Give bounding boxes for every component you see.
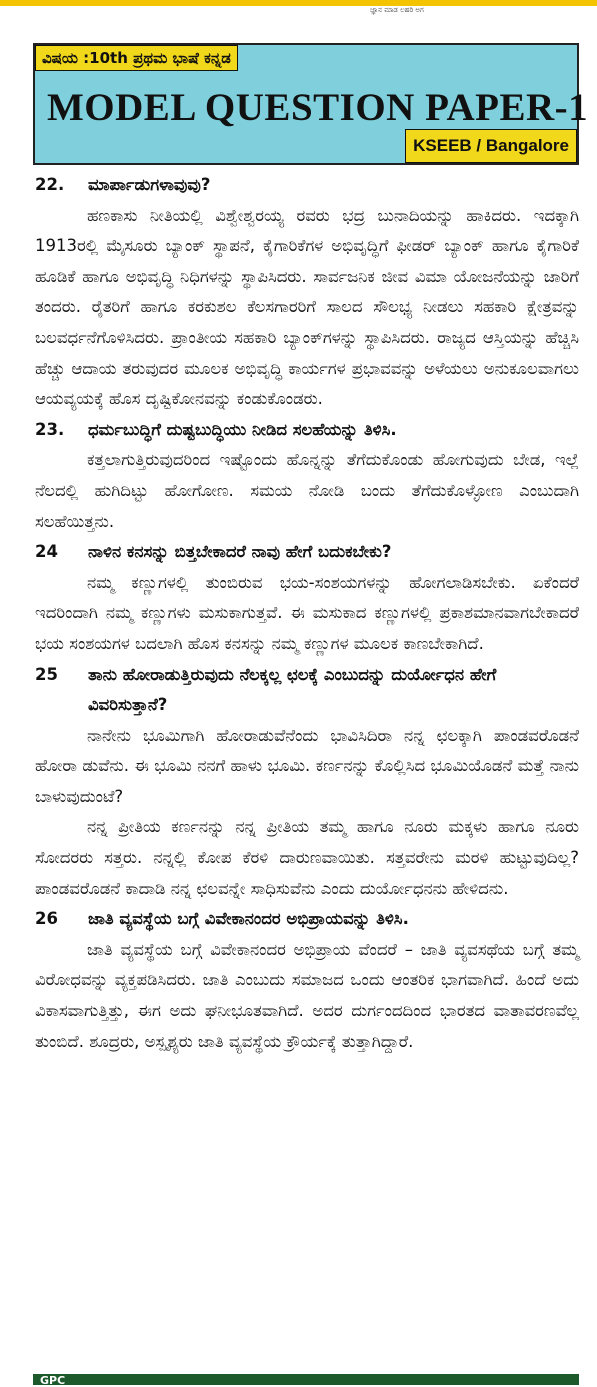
- paper-header: [33, 43, 589, 165]
- question-heading: [35, 660, 579, 721]
- question-number: 26: [35, 909, 58, 929]
- question-text: ತಾನು ಹೋರಾಡುತ್ತಿರುವುದು ನೆಲಕ್ಕಲ್ಲ ಛಲಕ್ಕೆ ಎಂಬುದನ್ನು ದುರ್ಯೋಧನ ಹೇಗೆ ವಿವರಿಸುತ್ತಾನೆ?: [88, 664, 497, 715]
- top-accent-bar: [0, 0, 597, 6]
- question-number: 23.: [35, 419, 65, 439]
- question-text: ಜಾತಿ ವ್ಯವಸ್ಥೆಯ ಬಗ್ಗೆ ವಿವೇಕಾನಂದರ ಅಭಿಪ್ರಾಯವನ್ನು ತಿಳಿಸಿ.: [88, 909, 409, 929]
- paper-title: MODEL QUESTION PAPER-1: [47, 86, 589, 129]
- top-note: ಜ್ಞಾನ ಮಾಡ ಲಹರಿ ಅಗ: [370, 6, 424, 14]
- question-heading: [35, 904, 579, 935]
- answer-paragraph: ನಾನೇನು ಭೂಮಿಗಾಗಿ ಹೋರಾಡುವೆನೆಂದು ಭಾವಿಸಿದಿರಾ ನನ್ನ ಛಲಕ್ಕಾಗಿ ಪಾಂಡವರೊಡನೆ ಹೋರಾ ಡುವೆನು. ಈ ಭೂಮಿ ನನಗೆ ಹಾಳು ಭೂಮಿ. ಕರ್ಣನನ್ನು ಕೊಲ್ಲಿಸಿದ ಭೂಮಿಯೊಡನೆ ಮತ್ತೆ ನಾನು ಬಾಳುವುದುಂಟೆ?: [35, 725, 579, 806]
- answer-paragraph: ನಮ್ಮ ಕಣ್ಣುಗಳಲ್ಲಿ ತುಂಬಿರುವ ಭಯ-ಸಂಶಯಗಳನ್ನು ಹೋಗಲಾಡಿಸಬೇಕು. ಏಕೆಂದರೆ ಇದರಿಂದಾಗಿ ನಮ್ಮ ಕಣ್ಣುಗಳು ಮಸುಕಾಗುತ್ತವೆ. ಈ ಮಸುಕಾದ ಕಣ್ಣುಗಳಲ್ಲಿ ಪ್ರಕಾಶಮಾನವಾಗಬೇಕಾದರೆ ಭಯ ಸಂಶಯಗಳ ಬದಲಾಗಿ ಹೊಸ ಕನಸನ್ನು ನಮ್ಮ ಕಣ್ಣುಗಳ ಮೂಲಕ ಕಾಣಬೇಕಾಗಿದೆ.: [35, 572, 579, 653]
- question-heading: [35, 537, 579, 568]
- question-block: [35, 660, 579, 905]
- question-text: ಮಾರ್ಪಾಡುಗಳಾವುವು?: [88, 175, 211, 194]
- question-block: [35, 904, 579, 1057]
- answer-paragraph: ಜಾತಿ ವ್ಯವಸ್ಥೆಯ ಬಗ್ಗೆ ವಿವೇಕಾನಂದರ ಅಭಿಪ್ರಾಯ ವೆಂದರೆ – ಜಾತಿ ವ್ಯವಸಥೆಯ ಬಗ್ಗೆ ತಮ್ಮ ವಿರೋಧವನ್ನು ವ್ಯಕ್ತಪಡಿಸಿದರು. ಜಾತಿ ಎಂಬುದು ಸಮಾಜದ ಒಂದು ಆಂತರಿಕ ಭಾಗವಾಗಿದೆ. ಹಿಂದೆ ಅದು ವಿಕಾಸವಾಗುತ್ತಿತ್ತು, ಈಗ ಅದು ಘನೀಭೂತವಾಗಿದೆ. ಅದರ ದುರ್ಗಂದದಿಂದ ಭಾರತದ ವಾತಾವರಣವೆಲ್ಲ ತುಂಬಿದೆ. ಶೂದ್ರರು, ಅಸ್ಪೃಶ್ಯರು ಜಾತಿ ವ್ಯವಸ್ಥೆಯ ಕ್ರೌರ್ಯಕ್ಕೆ ತುತ್ತಾಗಿದ್ದಾರೆ.: [35, 939, 579, 1051]
- question-number: 25: [35, 664, 58, 684]
- answer-paragraph: ಹಣಕಾಸು ನೀತಿಯಲ್ಲಿ ವಿಶ್ವೇಶ್ವರಯ್ಯ ರವರು ಭದ್ರ ಬುನಾದಿಯನ್ನು ಹಾಕಿದರು. ಇದಕ್ಕಾಗಿ 1913ರಲ್ಲಿ ಮೈಸೂರು ಬ್ಯಾಂಕ್ ಸ್ಥಾಪನೆ, ಕೈಗಾರಿಕೆಗಳ ಅಭಿವೃದ್ಧಿಗೆ ಫೀಡರ್ ಬ್ಯಾಂಕ್ ಹಾಗೂ ಕೈಗಾರಿಕೆ ಹೂಡಿಕೆ ಹಾಗೂ ಅಭಿವೃದ್ಧಿ ನಿಧಿಗಳನ್ನು ಸ್ಥಾಪಿಸಿದರು. ಸಾರ್ವಜನಿಕ ಜೀವ ವಿಮಾ ಯೋಜನೆಯನ್ನು ಜಾರಿಗೆ ತಂದರು. ರೈತರಿಗೆ ಹಾಗೂ ಕರಕುಶಲ ಕೆಲಸಗಾರರಿಗೆ ಸಾಲದ ಸೌಲಭ್ಯ ನೀಡಲು ಸಹಕಾರಿ ಕ್ಷೇತ್ರವನ್ನು ಬಲವರ್ಧನೆಗೊಳಿಸಿದರು. ಪ್ರಾಂತೀಯ ಸಹಕಾರಿ ಬ್ಯಾಂಕ್‌ಗಳನ್ನು ಸ್ಥಾಪಿಸಿದರು. ರಾಜ್ಯದ ಆಸ್ತಿಯನ್ನು ಹೆಚ್ಚಿಸಿ ಹೆಚ್ಚು ಆದಾಯ ತರುವುದರ ಮೂಲಕ ಅಭಿವೃದ್ಧಿ ಕಾರ್ಯಗಳ ಪ್ರಭಾವವನ್ನು ಅಳೆಯಲು ಅನುಕೂಲವಾಗಲು ಆಯವ್ಯಯಕ್ಕೆ ಹೊಸ ದೃಷ್ಟಿಕೋನವನ್ನು ಕಂಡುಕೊಂಡರು.: [35, 205, 579, 409]
- answer-paragraph: ಕತ್ತಲಾಗುತ್ತಿರುವುದರಿಂದ ಇಷ್ಟೊಂದು ಹೊನ್ನನ್ನು ತೆಗೆದುಕೊಂಡು ಹೋಗುವುದು ಬೇಡ, ಇಲ್ಲೆ ನೆಲದಲ್ಲಿ ಹುಗಿದಿಟ್ಟು ಹೋಗೋಣ. ಸಮಯ ನೋಡಿ ಬಂದು ತೆಗೆದುಕೊಳ್ಳೋಣ ಎಂಬುದಾಗಿ ಸಲಹೆಯಿತ್ತನು.: [35, 450, 579, 531]
- question-block: [35, 415, 579, 537]
- question-heading: [35, 170, 579, 201]
- question-number: 22.: [35, 175, 65, 194]
- question-number: 24: [35, 542, 58, 562]
- answer-paragraph: ನನ್ನ ಪ್ರೀತಿಯ ಕರ್ಣನನ್ನು ನನ್ನ ಪ್ರೀತಿಯ ತಮ್ಮ ಹಾಗೂ ನೂರು ಮಕ್ಕಳು ಹಾಗೂ ನೂರು ಸೋದರರು ಸತ್ತರು. ನನ್ನಲ್ಲಿ ಕೋಪ ಕೆರಳಿ ದಾರುಣವಾಯಿತು. ಸತ್ತವರೇನು ಮರಳಿ ಹುಟ್ಟುವುದಿಲ್ಲ? ಪಾಂಡವರೊಡನೆ ಕಾದಾಡಿ ನನ್ನ ಛಲವನ್ನೇ ಸಾಧಿಸುವೆನು ಎಂದು ದುರ್ಯೋಧನನು ಹೇಳಿದನು.: [35, 817, 579, 898]
- subject-label: ವಿಷಯ :10th ಪ್ರಥಮ ಭಾಷೆ ಕನ್ನಡ: [35, 45, 238, 71]
- question-text: ನಾಳಿನ ಕನಸನ್ನು ಬಿತ್ತಬೇಕಾದರೆ ನಾವು ಹೇಗೆ ಬದುಕಬೇಕು?: [88, 542, 392, 562]
- answers-content: [35, 170, 579, 1057]
- question-block: [35, 537, 579, 659]
- question-heading: [35, 415, 579, 446]
- question-block: [35, 170, 579, 415]
- bottom-bar: [33, 1374, 579, 1385]
- question-text: ಧರ್ಮಬುದ್ಧಿಗೆ ದುಷ್ಟಬುದ್ಧಿಯು ನೀಡಿದ ಸಲಹೆಯನ್ನು ತಿಳಿಸಿ.: [88, 419, 397, 439]
- bottom-logo: GPC: [40, 1374, 66, 1387]
- board-label: KSEEB / Bangalore: [405, 129, 577, 163]
